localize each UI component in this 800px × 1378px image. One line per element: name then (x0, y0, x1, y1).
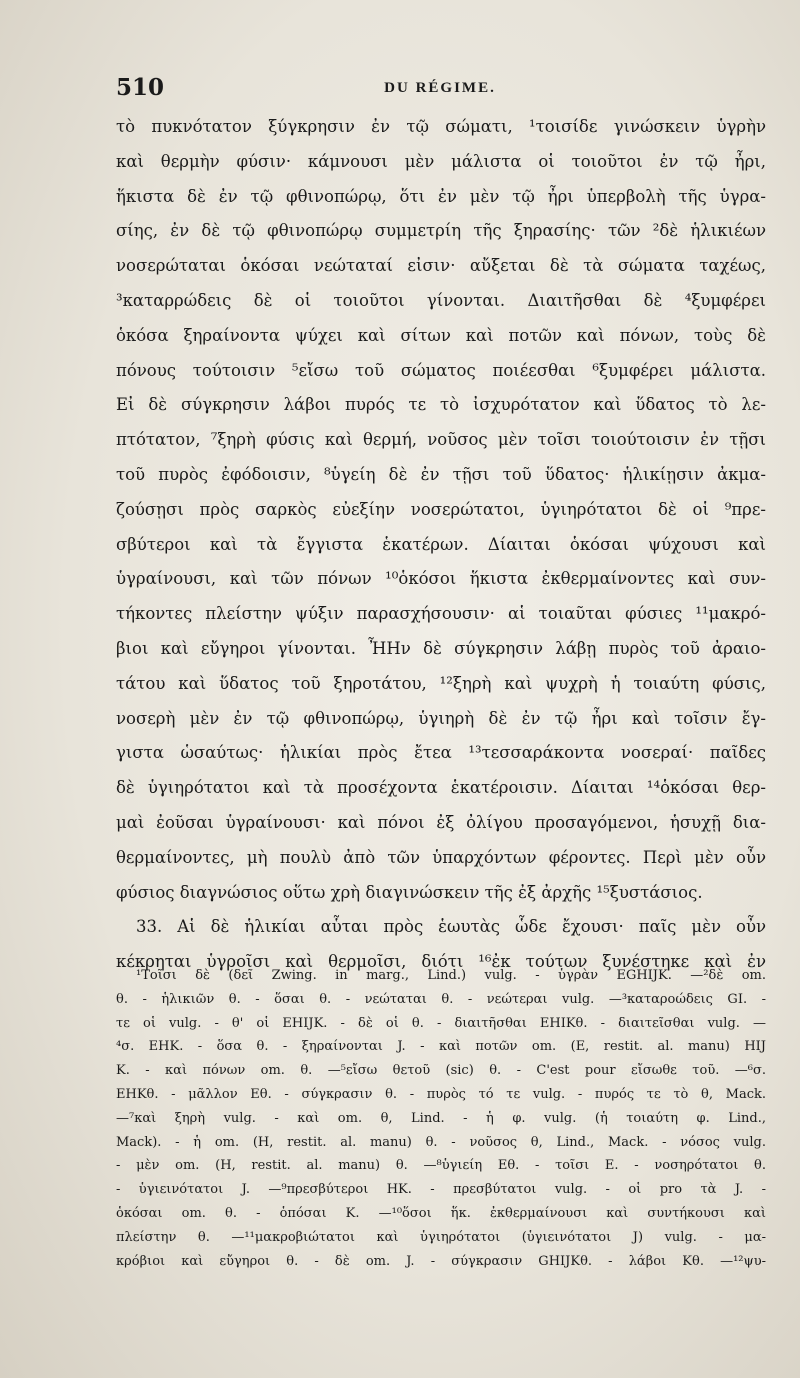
footnote-line: —⁷καὶ ξηρὴ vulg. - καὶ om. θ, Lind. - ἡ φ. vulg. (ἡ τοιαύτη φ. Lind., (116, 1110, 766, 1126)
footnote-line: ⁴σ. EHK. - ὅσα θ. - ξηραίνονται J. - καὶ ποτῶν om. (E, restit. al. manu) HIJ (116, 1039, 766, 1055)
footnote-line: ¹Τοῖσι δὲ (δεῖ Zwing. in marg., Lind.) vulg. - ὑγρὰν EGHIJK. —²δὲ om. (136, 968, 766, 983)
text-line: ἥκιστα δὲ ἐν τῷ φθινοπώρῳ, ὅτι ἐν μὲν τῷ ἦρι ὑπερβολὴ τῆς ὑγρα- (116, 186, 766, 206)
text-line: μαὶ ἐοῦσαι ὑγραίνουσι· καὶ πόνοι ἐξ ὀλίγου προσαγόμενοι, ἡσυχῇ δια- (116, 812, 766, 832)
text-line: ³καταρρώδεις δὲ οἱ τοιοῦτοι γίνονται. Διαιτῆσθαι δὲ ⁴ξυμφέρει (116, 290, 766, 310)
text-line: ὑγραίνουσι, καὶ τῶν πόνων ¹⁰ὁκόσοι ἥκιστα ἐκθερμαίνοντες καὶ συν- (116, 569, 766, 589)
text-line: φύσιος διαγνώσιος οὕτω χρὴ διαγινώσκειν τῆς ἐξ ἀρχῆς ¹⁵ξυστάσιος. (116, 882, 703, 902)
text-line: σβύτεροι καὶ τὰ ἔγγιστα ἑκατέρων. Δίαιται ὁκόσαι ψύχουσι καὶ (116, 534, 766, 554)
text-line: δὲ ὑγιηρότατοι καὶ τὰ προσέχοντα ἑκατέροισιν. Δίαιται ¹⁴ὁκόσαι θερ- (116, 778, 766, 798)
text-line: πόνους τούτοισιν ⁵εἴσω τοῦ σώματος ποιέεσθαι ⁶ξυμφέρει μάλιστα. (116, 360, 766, 380)
page-header (116, 70, 764, 110)
text-line: τὸ πυκνότατον ξύγκρησιν ἐν τῷ σώματι, ¹τοισίδε γινώσκειν ὑγρὴν (116, 117, 766, 136)
text-line: ζούσῃσι πρὸς σαρκὸς εὐεξίην νοσερώτατοι, ὑγιηρότατοι δὲ οἱ ⁹πρε- (116, 499, 766, 519)
text-line: γιστα ὡσαύτως· ἡλικίαι πρὸς ἔτεα ¹³τεσσαράκοντα νοσεραί· παῖδες (116, 743, 766, 763)
text-line: νοσερώταται ὁκόσαι νεώταταί εἰσιν· αὔξεται δὲ τὰ σώματα ταχέως, (116, 256, 766, 276)
footnote-line: EHKθ. - μᾶλλον Εθ. - σύγκρασιν θ. - πυρὸς τό τε vulg. - πυρός τε τὸ θ, Mack. (116, 1086, 766, 1102)
text-line: βιοι καὶ εὔγηροι γίνονται. ἮΗν δὲ σύγκρησιν λάβῃ πυρὸς τοῦ ἀραιο- (116, 638, 766, 658)
footnote-line: K. - καὶ πόνων om. θ. —⁵εἴσω θετοῦ (sic) θ. - C'est pour εἴσωθε τοῦ. —⁶σ. (116, 1063, 766, 1079)
text-line: νοσερὴ μὲν ἐν τῷ φθινοπώρῳ, ὑγιηρὴ δὲ ἐν τῷ ἦρι καὶ τοῖσιν ἔγ- (116, 708, 766, 728)
main-text (116, 110, 766, 980)
footnote-line: - ὑγιεινότατοι J. —⁹πρεσβύτεροι HK. - πρεσβύτατοι vulg. - οἱ pro τὰ J. - (116, 1182, 766, 1198)
footnote-line: τε οἱ vulg. - θ' οἱ EHIJK. - δὲ οἱ θ. - διαιτῆσθαι EHIKθ. - διαιτεῖσθαι vulg. — (116, 1015, 766, 1031)
footnote-line: Mack). - ἡ om. (H, restit. al. manu) θ. - νοῦσος θ, Lind., Mack. - νόσος vulg. (116, 1134, 766, 1150)
text-line: Εἰ δὲ σύγκρησιν λάβοι πυρός τε τὸ ἰσχυρότατον καὶ ὕδατος τὸ λε- (116, 395, 766, 415)
text-line: θερμαίνοντες, μὴ πουλὺ ἀπὸ τῶν ὑπαρχόντων φέροντες. Περὶ μὲν οὖν (116, 847, 766, 867)
text-line: σίης, ἐν δὲ τῷ φθινοπώρῳ συμμετρίη τῆς ξηρασίης· τῶν ²δὲ ἡλικιέων (116, 221, 766, 241)
text-line: 33. Αἱ δὲ ἡλικίαι αὗται πρὸς ἑωυτὰς ὧδε ἔχουσι· παῖς μὲν οὖν (136, 917, 766, 937)
text-line: τοῦ πυρὸς ἐφόδοισιν, ⁸ὑγείη δὲ ἐν τῇσι τοῦ ὕδατος· ἡλικίῃσιν ἀκμα- (116, 464, 766, 484)
footnote-line: πλείστην θ. —¹¹μακροβιώτατοι καὶ ὑγιηρότατοι (ὑγιεινότατοι J) vulg. - μα- (116, 1229, 766, 1245)
text-line: καὶ θερμὴν φύσιν· κάμνουσι μὲν μάλιστα οἱ τοιοῦτοι ἐν τῷ ἦρι, (116, 151, 766, 171)
footnotes (116, 964, 766, 1273)
text-line: πτότατον, ⁷ξηρὴ φύσις καὶ θερμή, νοῦσος μὲν τοῖσι τοιούτοισιν ἐν τῇσι (116, 430, 766, 450)
footnote-line: - μὲν om. (H, restit. al. manu) θ. —⁸ὑγιείη Εθ. - τοῖσι E. - νοσηρότατοι θ. (116, 1158, 766, 1174)
page-number: 510 (116, 74, 165, 101)
running-head: DU RÉGIME. (384, 80, 496, 96)
footnote-line: κρόβιοι καὶ εὔγηροι θ. - δὲ om. J. - σύγκρασιν GHIJKθ. - λάβοι Kθ. —¹²ψυ- (116, 1253, 766, 1269)
footnote-line: ὁκόσαι om. θ. - ὁπόσαι K. —¹⁰ὅσοι ἥκ. ἐκθερμαίνουσι καὶ συντήκουσι καὶ (116, 1205, 766, 1221)
text-line: κέκρηται ὑγροῖσι καὶ θερμοῖσι, διότι ¹⁶ἐκ τούτων ξυνέστηκε καὶ ἐν (116, 952, 766, 972)
text-line: τάτου καὶ ὕδατος τοῦ ξηροτάτου, ¹²ξηρὴ καὶ ψυχρὴ ἡ τοιαύτη φύσις, (116, 673, 766, 693)
text-line: ὁκόσα ξηραίνοντα ψύχει καὶ σίτων καὶ ποτῶν καὶ πόνων, τοὺς δὲ (116, 325, 766, 345)
footnote-line: θ. - ἡλικιῶν θ. - ὅσαι θ. - νεώταται θ. - νεώτεραι vulg. —³καταροώδεις GI. - (116, 991, 766, 1007)
text-line: τήκοντες πλείστην ψύξιν παρασχήσουσιν· αἱ τοιαῦται φύσιες ¹¹μακρό- (116, 604, 766, 624)
